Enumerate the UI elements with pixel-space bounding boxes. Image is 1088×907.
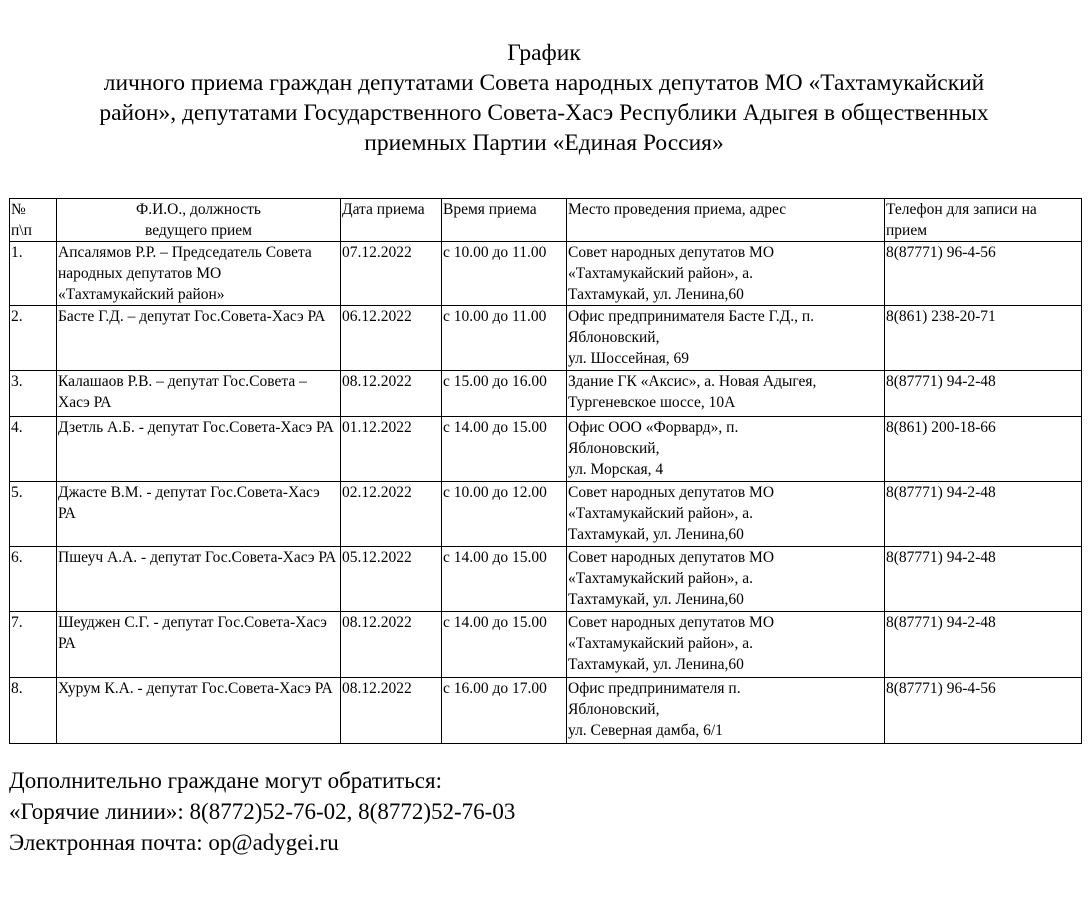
row-number: 5. [10, 482, 57, 547]
row-date: 01.12.2022 [341, 417, 442, 482]
table-row [10, 417, 1082, 482]
place-line: «Тахтамукайский район», а. [568, 265, 754, 282]
header-place: Место проведения приема, адрес [567, 199, 885, 242]
place-line: Офис предпринимателя Басте Г.Д., п. [568, 308, 815, 325]
title-line-2: район», депутатами Государственного Совета-Хасэ Республики Адыгея в общественных [99, 100, 989, 126]
row-time: с 14.00 до 15.00 [442, 417, 567, 482]
place-line: ул. Морская, 4 [568, 461, 664, 478]
row-date: 05.12.2022 [341, 547, 442, 612]
row-number: 4. [10, 417, 57, 482]
place-line: «Тахтамукайский район», а. [568, 505, 754, 522]
row-number: 6. [10, 547, 57, 612]
header-number-line1: № [11, 201, 26, 218]
place-line: «Тахтамукайский район», а. [568, 570, 754, 587]
place-line: Здание ГК «Аксис», а. Новая Адыгея, [568, 373, 817, 390]
row-number: 2. [10, 306, 57, 371]
header-phone-line1: Телефон для записи на [886, 201, 1037, 218]
contact-footer [9, 765, 515, 858]
row-number: 1. [10, 242, 57, 306]
row-time: с 14.00 до 15.00 [442, 612, 567, 678]
row-phone: 8(861) 200-18-66 [885, 417, 1082, 482]
row-place [567, 306, 885, 371]
row-place [567, 678, 885, 744]
header-time: Время приема [442, 199, 567, 242]
row-fio: Хурум К.А. - депутат Гос.Совета-Хасэ РА [57, 678, 341, 744]
row-date: 06.12.2022 [341, 306, 442, 371]
header-date: Дата приема [341, 199, 442, 242]
row-date: 08.12.2022 [341, 678, 442, 744]
row-number: 7. [10, 612, 57, 678]
row-time: с 10.00 до 11.00 [442, 306, 567, 371]
place-line: Яблоновский, [568, 701, 660, 718]
row-place [567, 482, 885, 547]
header-number-line2: п\п [11, 222, 32, 239]
table-row [10, 371, 1082, 417]
row-number: 3. [10, 371, 57, 417]
place-line: Тахтамукай, ул. Ленина,60 [568, 656, 744, 673]
place-line: Тахтамукай, ул. Ленина,60 [568, 526, 744, 543]
table-header-row [10, 199, 1082, 242]
row-phone: 8(87771) 96-4-56 [885, 678, 1082, 744]
row-place [567, 547, 885, 612]
place-line: «Тахтамукайский район», а. [568, 635, 754, 652]
row-place [567, 417, 885, 482]
place-line: Совет народных депутатов МО [568, 484, 775, 501]
footer-email: Электронная почта: op@adygei.ru [9, 830, 339, 855]
header-phone-line2: прием [886, 222, 928, 239]
place-line: ул. Шоссейная, 69 [568, 350, 690, 367]
row-fio: Апсалямов Р.Р. – Председатель Совета народных депутатов МО «Тахтамукайский район» [57, 242, 341, 306]
place-line: Яблоновский, [568, 440, 660, 457]
place-line: Тургеневское шоссе, 10А [568, 394, 736, 411]
document-title [0, 38, 1088, 158]
place-line: Офис предпринимателя п. [568, 680, 741, 697]
row-fio: Пшеуч А.А. - депутат Гос.Совета-Хасэ РА [57, 547, 341, 612]
row-place [567, 612, 885, 678]
row-time: с 10.00 до 12.00 [442, 482, 567, 547]
row-fio: Басте Г.Д. – депутат Гос.Совета-Хасэ РА [57, 306, 341, 371]
place-line: Совет народных депутатов МО [568, 614, 775, 631]
table-row [10, 612, 1082, 678]
row-number: 8. [10, 678, 57, 744]
row-phone: 8(87771) 94-2-48 [885, 371, 1082, 417]
place-line: ул. Северная дамба, 6/1 [568, 722, 723, 739]
row-place [567, 371, 885, 417]
header-fio-line2: ведущего прием [145, 222, 252, 239]
table-row [10, 547, 1082, 612]
row-phone: 8(87771) 94-2-48 [885, 547, 1082, 612]
place-line: Офис ООО «Форвард», п. [568, 419, 739, 436]
row-date: 02.12.2022 [341, 482, 442, 547]
place-line: Совет народных депутатов МО [568, 244, 775, 261]
title-line-3: приемных Партии «Единая Россия» [364, 130, 724, 156]
schedule-table [9, 198, 1082, 744]
row-date: 08.12.2022 [341, 371, 442, 417]
table-row [10, 482, 1082, 547]
table-row [10, 306, 1082, 371]
row-time: с 15.00 до 16.00 [442, 371, 567, 417]
table-row [10, 678, 1082, 744]
row-phone: 8(87771) 94-2-48 [885, 482, 1082, 547]
footer-intro: Дополнительно граждане могут обратиться: [9, 768, 442, 793]
row-fio: Дзетль А.Б. - депутат Гос.Совета-Хасэ РА [57, 417, 341, 482]
header-phone [885, 199, 1082, 242]
row-fio: Джасте В.М. - депутат Гос.Совета-Хасэ РА [57, 482, 341, 547]
row-place [567, 242, 885, 306]
row-phone: 8(861) 238-20-71 [885, 306, 1082, 371]
place-line: Яблоновский, [568, 329, 660, 346]
header-number [10, 199, 57, 242]
title-line-1: личного приема граждан депутатами Совета народных депутатов МО «Тахтамукайский [103, 70, 985, 96]
header-fio-line1: Ф.И.О., должность [135, 201, 262, 218]
row-phone: 8(87771) 96-4-56 [885, 242, 1082, 306]
header-fio [57, 199, 341, 242]
row-fio: Калашаов Р.В. – депутат Гос.Совета – Хасэ РА [57, 371, 341, 417]
row-time: с 16.00 до 17.00 [442, 678, 567, 744]
place-line: Тахтамукай, ул. Ленина,60 [568, 286, 744, 303]
row-phone: 8(87771) 94-2-48 [885, 612, 1082, 678]
title-main: График [507, 40, 581, 66]
table-row [10, 242, 1082, 306]
row-fio: Шеуджен С.Г. - депутат Гос.Совета-Хасэ РА [57, 612, 341, 678]
place-line: Тахтамукай, ул. Ленина,60 [568, 591, 744, 608]
row-date: 08.12.2022 [341, 612, 442, 678]
row-time: с 14.00 до 15.00 [442, 547, 567, 612]
row-date: 07.12.2022 [341, 242, 442, 306]
footer-hotlines: «Горячие линии»: 8(8772)52-76-02, 8(8772)52-76-03 [9, 799, 516, 824]
place-line: Совет народных депутатов МО [568, 549, 775, 566]
row-time: с 10.00 до 11.00 [442, 242, 567, 306]
